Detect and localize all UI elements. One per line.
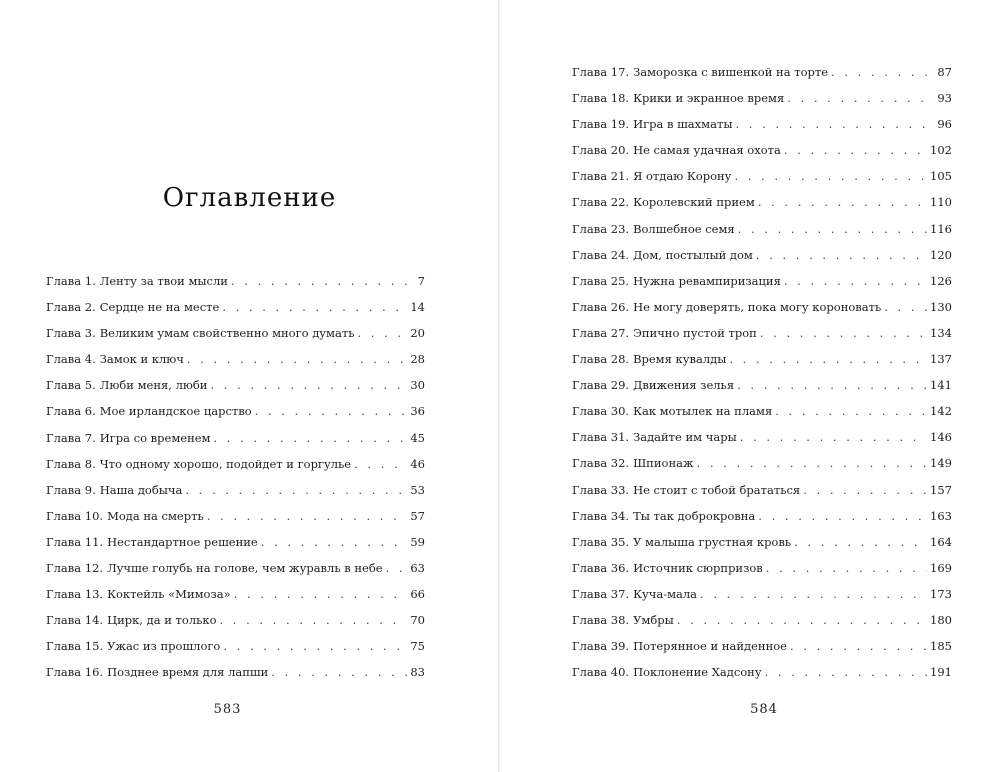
toc-entry [46,507,425,533]
dot-leader [794,533,927,551]
entry-chapter-number: Глава 15. [46,639,104,654]
dot-leader [729,350,927,368]
entry-chapter-title: Шпионаж [633,456,694,471]
dot-leader [255,402,408,420]
entry-page-number: 28 [410,352,425,367]
dot-leader [737,376,927,394]
entry-page-number: 173 [930,586,952,601]
entry-chapter-title: Наша добыча [99,482,183,497]
entry-page-number: 141 [930,378,952,393]
entry-chapter-title: Задайте им чары [633,430,737,445]
entry-page-number: 46 [410,456,425,471]
entry-chapter-title: Я отдаю Корону [633,169,732,184]
toc-entry [572,89,952,115]
toc-entry [572,376,952,402]
toc-entry [46,272,425,298]
entry-chapter-number: Глава 13. [46,587,104,602]
toc-entry [46,324,425,350]
dot-leader [223,637,407,655]
toc-entry [572,246,952,272]
entry-page-number: 105 [930,169,952,184]
entry-chapter-number: Глава 7. [46,430,96,445]
entry-page-number: 66 [410,587,425,602]
dot-leader [187,350,407,368]
entry-page-number: 57 [410,508,425,523]
dot-leader [735,115,934,133]
entry-page-number: 146 [930,430,952,445]
toc-entry [572,559,952,585]
entry-chapter-number: Глава 17. [572,65,630,79]
entry-page-number: 30 [410,378,425,393]
entry-chapter-title: Эпично пустой троп [633,325,757,340]
entry-chapter-title: Умбры [633,612,674,627]
entry-page-number: 142 [930,404,952,419]
entry-page-number: 116 [930,221,952,236]
dot-leader [354,455,407,473]
toc-list-right [572,63,952,689]
dot-leader [697,454,928,472]
toc-entry [46,455,425,481]
entry-chapter-number: Глава 8. [46,456,96,471]
entry-chapter-number: Глава 38. [572,612,630,627]
entry-chapter-title: Коктейль «Мимоза» [107,587,231,602]
entry-page-number: 185 [930,639,952,654]
toc-entry [572,481,952,507]
dot-leader [790,637,927,655]
dot-leader [884,298,927,316]
entry-page-number: 164 [930,534,952,549]
dot-leader [775,402,927,420]
entry-chapter-title: Потерянное и найденное [633,639,787,654]
dot-leader [220,611,408,629]
page-number: 583 [213,702,242,717]
toc-entry [572,585,952,611]
left-page [0,0,499,772]
toc-entry [46,350,425,376]
dot-leader [787,89,934,107]
toc-entry [572,428,952,454]
entry-chapter-number: Глава 14. [46,613,104,628]
entry-chapter-number: Глава 31. [572,430,630,445]
toc-entry [572,663,952,689]
entry-chapter-number: Глава 22. [572,195,630,210]
entry-chapter-title: Не стоит с тобой брататься [633,482,801,497]
entry-chapter-number: Глава 3. [46,326,96,341]
entry-page-number: 169 [930,560,952,575]
entry-chapter-number: Глава 37. [572,586,630,601]
entry-page-number: 45 [410,430,425,445]
entry-chapter-title: Куча-мала [633,586,698,601]
entry-page-number: 75 [410,639,425,654]
entry-chapter-title: Сердце не на месте [99,300,220,315]
toc-entry [572,167,952,193]
entry-chapter-number: Глава 25. [572,273,630,288]
toc-entry [46,481,425,507]
entry-page-number: 63 [410,561,425,576]
entry-chapter-title: Время кувалды [633,352,727,367]
entry-page-number: 14 [410,300,425,315]
entry-page-number: 83 [410,665,425,680]
entry-chapter-number: Глава 1. [46,274,96,288]
entry-page-number: 102 [930,143,952,158]
dot-leader [784,272,927,290]
toc-title: Оглавление [162,183,337,213]
toc-entry [46,663,425,689]
entry-chapter-number: Глава 6. [46,404,96,419]
entry-page-number: 96 [937,117,952,132]
right-page [499,0,1000,772]
entry-page-number: 70 [410,613,425,628]
entry-page-number: 120 [930,247,952,262]
toc-entry [572,350,952,376]
entry-page-number: 59 [410,534,425,549]
dot-leader [700,585,927,603]
entry-chapter-title: Не могу доверять, пока могу короновать [633,299,882,314]
entry-page-number: 180 [930,612,952,627]
dot-leader [784,141,927,159]
entry-chapter-title: Нестандартное решение [107,534,258,549]
dot-leader [234,585,408,603]
toc-entry [46,533,425,559]
entry-chapter-title: Движения зелья [633,378,735,393]
toc-entry [572,507,952,533]
toc-entry [46,585,425,611]
dot-leader [271,663,407,681]
dot-leader [734,167,927,185]
entry-page-number: 163 [930,508,952,523]
entry-chapter-title: Мое ирландское царство [99,404,252,419]
entry-chapter-number: Глава 21. [572,169,630,184]
toc-entry [572,324,952,350]
entry-page-number: 20 [410,326,425,341]
entry-chapter-title: Ты так доброкровна [633,508,756,523]
entry-chapter-title: У малыша грустная кровь [633,534,792,549]
toc-entry [46,611,425,637]
dot-leader [766,559,927,577]
toc-entry [572,272,952,298]
entry-page-number: 157 [930,482,952,497]
entry-chapter-number: Глава 5. [46,378,96,393]
dot-leader [803,481,927,499]
entry-page-number: 126 [930,273,952,288]
entry-chapter-number: Глава 16. [46,665,104,680]
entry-chapter-title: Игра в шахматы [633,117,733,132]
entry-chapter-number: Глава 28. [572,352,630,367]
entry-chapter-title: Не самая удачная охота [633,143,781,158]
entry-chapter-title: Что одному хорошо, подойдет и горгулье [99,456,352,471]
dot-leader [386,559,408,577]
dot-leader [765,663,927,681]
entry-chapter-number: Глава 26. [572,299,630,314]
entry-chapter-number: Глава 32. [572,456,630,471]
entry-chapter-number: Глава 12. [46,561,104,576]
entry-page-number: 93 [937,91,952,106]
entry-chapter-title: Ужас из прошлого [107,639,221,654]
dot-leader [185,481,407,499]
entry-chapter-number: Глава 11. [46,534,104,549]
entry-chapter-title: Цирк, да и только [107,613,217,628]
entry-chapter-number: Глава 10. [46,508,104,523]
dot-leader [214,429,408,447]
entry-chapter-title: Источник сюрпризов [633,560,763,575]
dot-leader [831,63,934,81]
entry-chapter-number: Глава 34. [572,508,630,523]
entry-chapter-title: Дом, постылый дом [633,247,753,262]
dot-leader [677,611,927,629]
toc-entry [46,402,425,428]
entry-page-number: 53 [410,482,425,497]
dot-leader [231,272,415,290]
toc-list-left [46,272,425,690]
dot-leader [358,324,408,342]
entry-chapter-number: Глава 20. [572,143,630,158]
dot-leader [261,533,408,551]
entry-chapter-title: Ленту за твои мысли [99,274,228,288]
entry-chapter-number: Глава 36. [572,560,630,575]
toc-entry [572,298,952,324]
entry-chapter-title: Нужна ревампиризация [633,273,781,288]
entry-chapter-title: Игра со временем [99,430,211,445]
entry-chapter-title: Крики и экранное время [633,91,785,106]
toc-entry [572,611,952,637]
entry-chapter-title: Лучше голубь на голове, чем журавль в небе [107,561,383,576]
entry-chapter-title: Поклонение Хадсону [633,665,762,680]
entry-chapter-title: Позднее время для лапши [107,665,269,680]
dot-leader [756,246,927,264]
entry-chapter-number: Глава 23. [572,221,630,236]
entry-page-number: 134 [930,325,952,340]
page-number: 584 [750,702,778,717]
entry-chapter-number: Глава 27. [572,325,630,340]
entry-chapter-title: Замок и ключ [99,352,184,367]
entry-chapter-title: Люби меня, люби [99,378,208,393]
entry-chapter-number: Глава 33. [572,482,630,497]
toc-entry [46,429,425,455]
entry-chapter-number: Глава 18. [572,91,630,106]
toc-entry [572,533,952,559]
toc-entry [46,559,425,585]
toc-entry [46,298,425,324]
entry-chapter-number: Глава 30. [572,404,630,419]
dot-leader [758,507,927,525]
toc-entry [572,402,952,428]
entry-chapter-number: Глава 19. [572,117,630,132]
dot-leader [222,298,407,316]
toc-entry [572,637,952,663]
toc-entry [46,637,425,663]
entry-page-number: 191 [930,665,952,680]
entry-chapter-number: Глава 40. [572,665,630,680]
entry-chapter-title: Заморозка с вишенкой на торте [633,65,829,79]
dot-leader [758,193,927,211]
dot-leader [210,376,407,394]
entry-chapter-number: Глава 35. [572,534,630,549]
toc-entry [572,63,952,89]
dot-leader [760,324,927,342]
dot-leader [207,507,408,525]
entry-chapter-number: Глава 24. [572,247,630,262]
toc-entry [572,193,952,219]
entry-chapter-number: Глава 2. [46,300,96,315]
entry-chapter-number: Глава 9. [46,482,96,497]
entry-page-number: 87 [937,65,952,79]
toc-entry [572,454,952,480]
entry-page-number: 149 [930,456,952,471]
entry-page-number: 36 [410,404,425,419]
toc-entry [46,376,425,402]
toc-entry [572,115,952,141]
entry-chapter-number: Глава 4. [46,352,96,367]
entry-chapter-title: Королевский прием [633,195,755,210]
entry-chapter-title: Великим умам свойственно много думать [99,326,355,341]
entry-chapter-number: Глава 29. [572,378,630,393]
entry-page-number: 130 [930,299,952,314]
entry-chapter-title: Мода на смерть [107,508,204,523]
toc-entry [572,141,952,167]
entry-page-number: 110 [930,195,952,210]
dot-leader [740,428,927,446]
toc-entry [572,220,952,246]
entry-chapter-title: Волшебное семя [633,221,735,236]
entry-chapter-title: Как мотылек на пламя [633,404,773,419]
entry-chapter-number: Глава 39. [572,639,630,654]
entry-page-number: 137 [930,352,952,367]
entry-page-number: 7 [417,274,425,288]
dot-leader [738,220,927,238]
